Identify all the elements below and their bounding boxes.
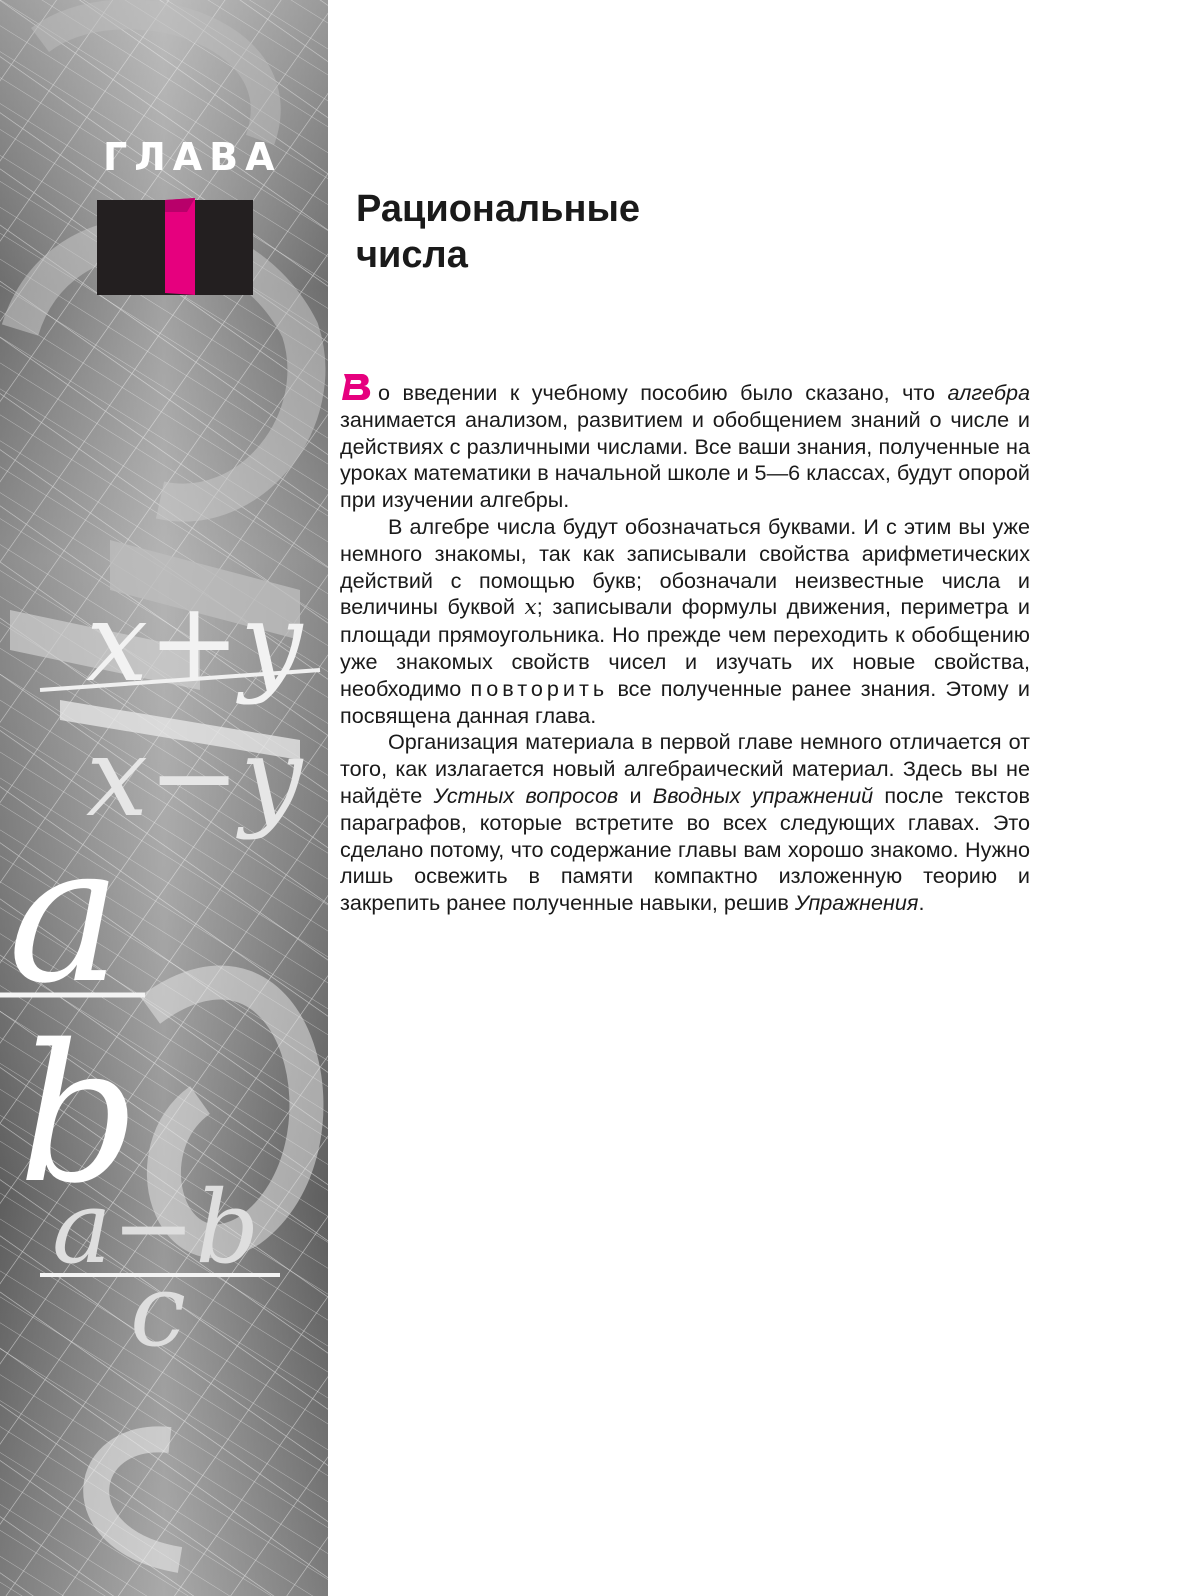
formula-x-minus-y: x−y [86,713,303,841]
p3-italic-3: Упражнения [794,890,919,916]
p3-text-d: . [918,890,925,916]
formula-x-plus-y: x+y [86,578,303,706]
p3-italic-1: Устных вопросов [433,782,619,808]
drop-cap-icon [340,372,374,402]
formula-a-minus-b: a−b [52,1169,260,1286]
p3-italic-2: Вводных упражнений [652,782,874,808]
chapter-title-line2: числа [356,234,468,276]
drop-cap [340,378,374,404]
intro-text [340,378,1030,917]
p1-italic: алгебра [947,380,1030,405]
p3-text-a: Организация материала в первой главе немного отличается от того, как излагается новый алгебраический материал. Здесь вы не найдёте [340,729,1030,808]
formula-b: b [18,1004,140,1225]
chapter-label: ГЛАВА [103,135,282,179]
p2-text-a: В алгебре числа будут обозначаться буквами. И с этим вы уже немного знакомы, так как записывали свойства арифметических действий с помощью букв; обозначали неизвестные числа и величины буквой [340,513,1030,620]
chapter-number [165,198,199,295]
chapter-title [356,186,640,278]
p2-variable: x [524,595,537,621]
p3-text-c: после текстов параграфов, которые встретите во всех следующих главах. Это сделано потому, что содержание главы вам хорошо знакомо. Нужно лишь освежить в памяти компактно изложенную теорию и закрепить ранее полученные навыки, решив [340,782,1030,916]
p3-text-b: и [618,782,653,808]
paragraph-1 [340,378,1030,514]
formula-c: c [130,1252,187,1369]
p1-text-a: о введении к учебному пособию было сказано, что [378,380,948,405]
chapter-sidebar [0,0,328,1596]
p1-text-b: занимается анализом, развитием и обобщением знаний о числе и действиях с различными числами. Все ваши знания, полученные на уроках математики в начальной школе и 5—6 классах, будут опорой при изучении алгебры. [340,406,1030,513]
p2-spaced: повторить [470,675,609,701]
p2-text-c: все полученные ранее знания. Этому и посвящена данная глава. [340,675,1030,728]
formula-a: a [8,804,122,1025]
paragraph-3 [340,729,1030,917]
p2-text-b: ; записывали формулы движения, периметра и площади прямоугольника. Но прежде чем переходить к обобщению уже знакомых свойств чисел и изучать их новые свойства, необходимо [340,594,1030,701]
chapter-title-line1: Рациональные [356,188,641,230]
paragraph-2 [340,514,1030,729]
